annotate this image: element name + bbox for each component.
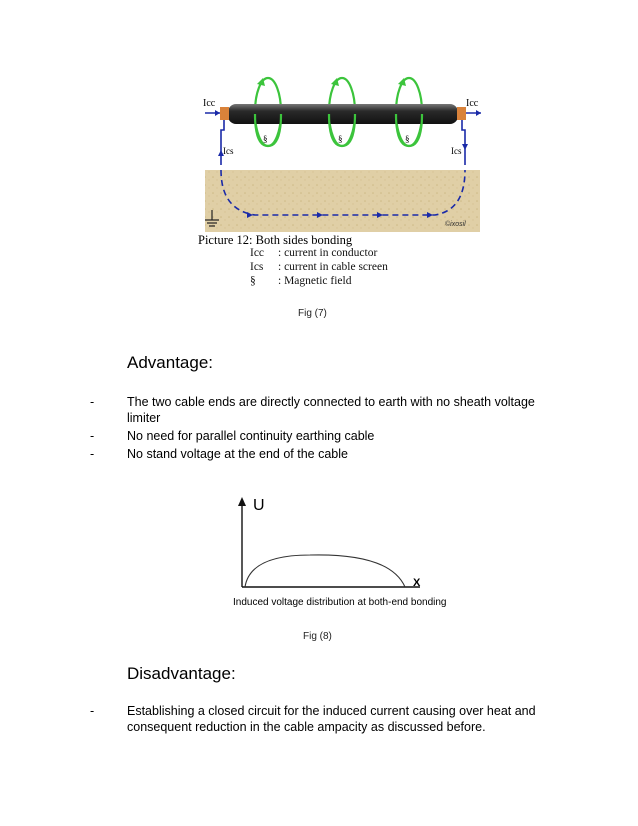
cable-body [228,104,458,124]
advantage-item-3: No stand voltage at the end of the cable [127,447,348,461]
icc-right-label: Icc [466,98,479,109]
x-axis-label: X [413,577,421,589]
legend-row-ics [250,261,388,273]
field-symbol-3: § [405,134,410,144]
advantage-item-2: No need for parallel continuity earthing cable [127,429,375,443]
left-terminal [220,107,229,120]
picture-title: Picture 12: Both sides bonding [198,233,353,247]
ics-right-label: Ics [451,146,462,156]
field-symbol-1: § [263,134,268,144]
screen-current-path [221,120,465,165]
legend-text: : current in conductor [278,247,378,259]
advantage-heading: Advantage: [127,353,214,372]
legend-row-icc [250,247,377,259]
legend-symbol: Ics [250,261,264,273]
list-item: - No stand voltage at the end of the cable [90,447,348,461]
right-terminal [457,107,466,120]
both-sides-bonding-diagram [195,70,485,235]
figure-8 [225,495,455,615]
field-symbol-2: § [338,134,343,144]
figure-7 [195,70,485,295]
soil-area [205,170,480,232]
watermark: ©ixosil [445,221,466,228]
legend-symbol: § [250,275,256,287]
legend-symbol: Icc [250,247,265,259]
legend-text: : Magnetic field [278,275,352,287]
legend-row-field [250,275,351,287]
icc-left-label: Icc [203,98,216,109]
y-axis-label: U [253,497,265,514]
disadvantage-item-1: Establishing a closed circuit for the induced current causing over heat and consequent reduction in the cable ampacity as discussed before. [127,704,536,734]
list-item: - No need for parallel continuity earthing cable [90,429,375,443]
legend-text: : current in cable screen [278,261,388,273]
fig8-caption: Fig (8) [303,631,332,642]
advantage-item-1: The two cable ends are directly connected to earth with no sheath voltage limiter [127,395,535,425]
list-item: - Establishing a closed circuit for the induced current causing over heat and consequent reduction in the cable ampacity as discussed before. [90,704,536,734]
advantage-list [90,394,560,464]
disadvantage-heading: Disadvantage: [127,664,236,683]
disadvantage-list [90,703,560,737]
ics-left-label: Ics [223,146,234,156]
list-item: - The two cable ends are directly connected to earth with no sheath voltage limiter [90,395,535,425]
fig8-subtitle: Induced voltage distribution at both-end bonding [233,597,447,608]
fig7-caption: Fig (7) [298,308,327,319]
